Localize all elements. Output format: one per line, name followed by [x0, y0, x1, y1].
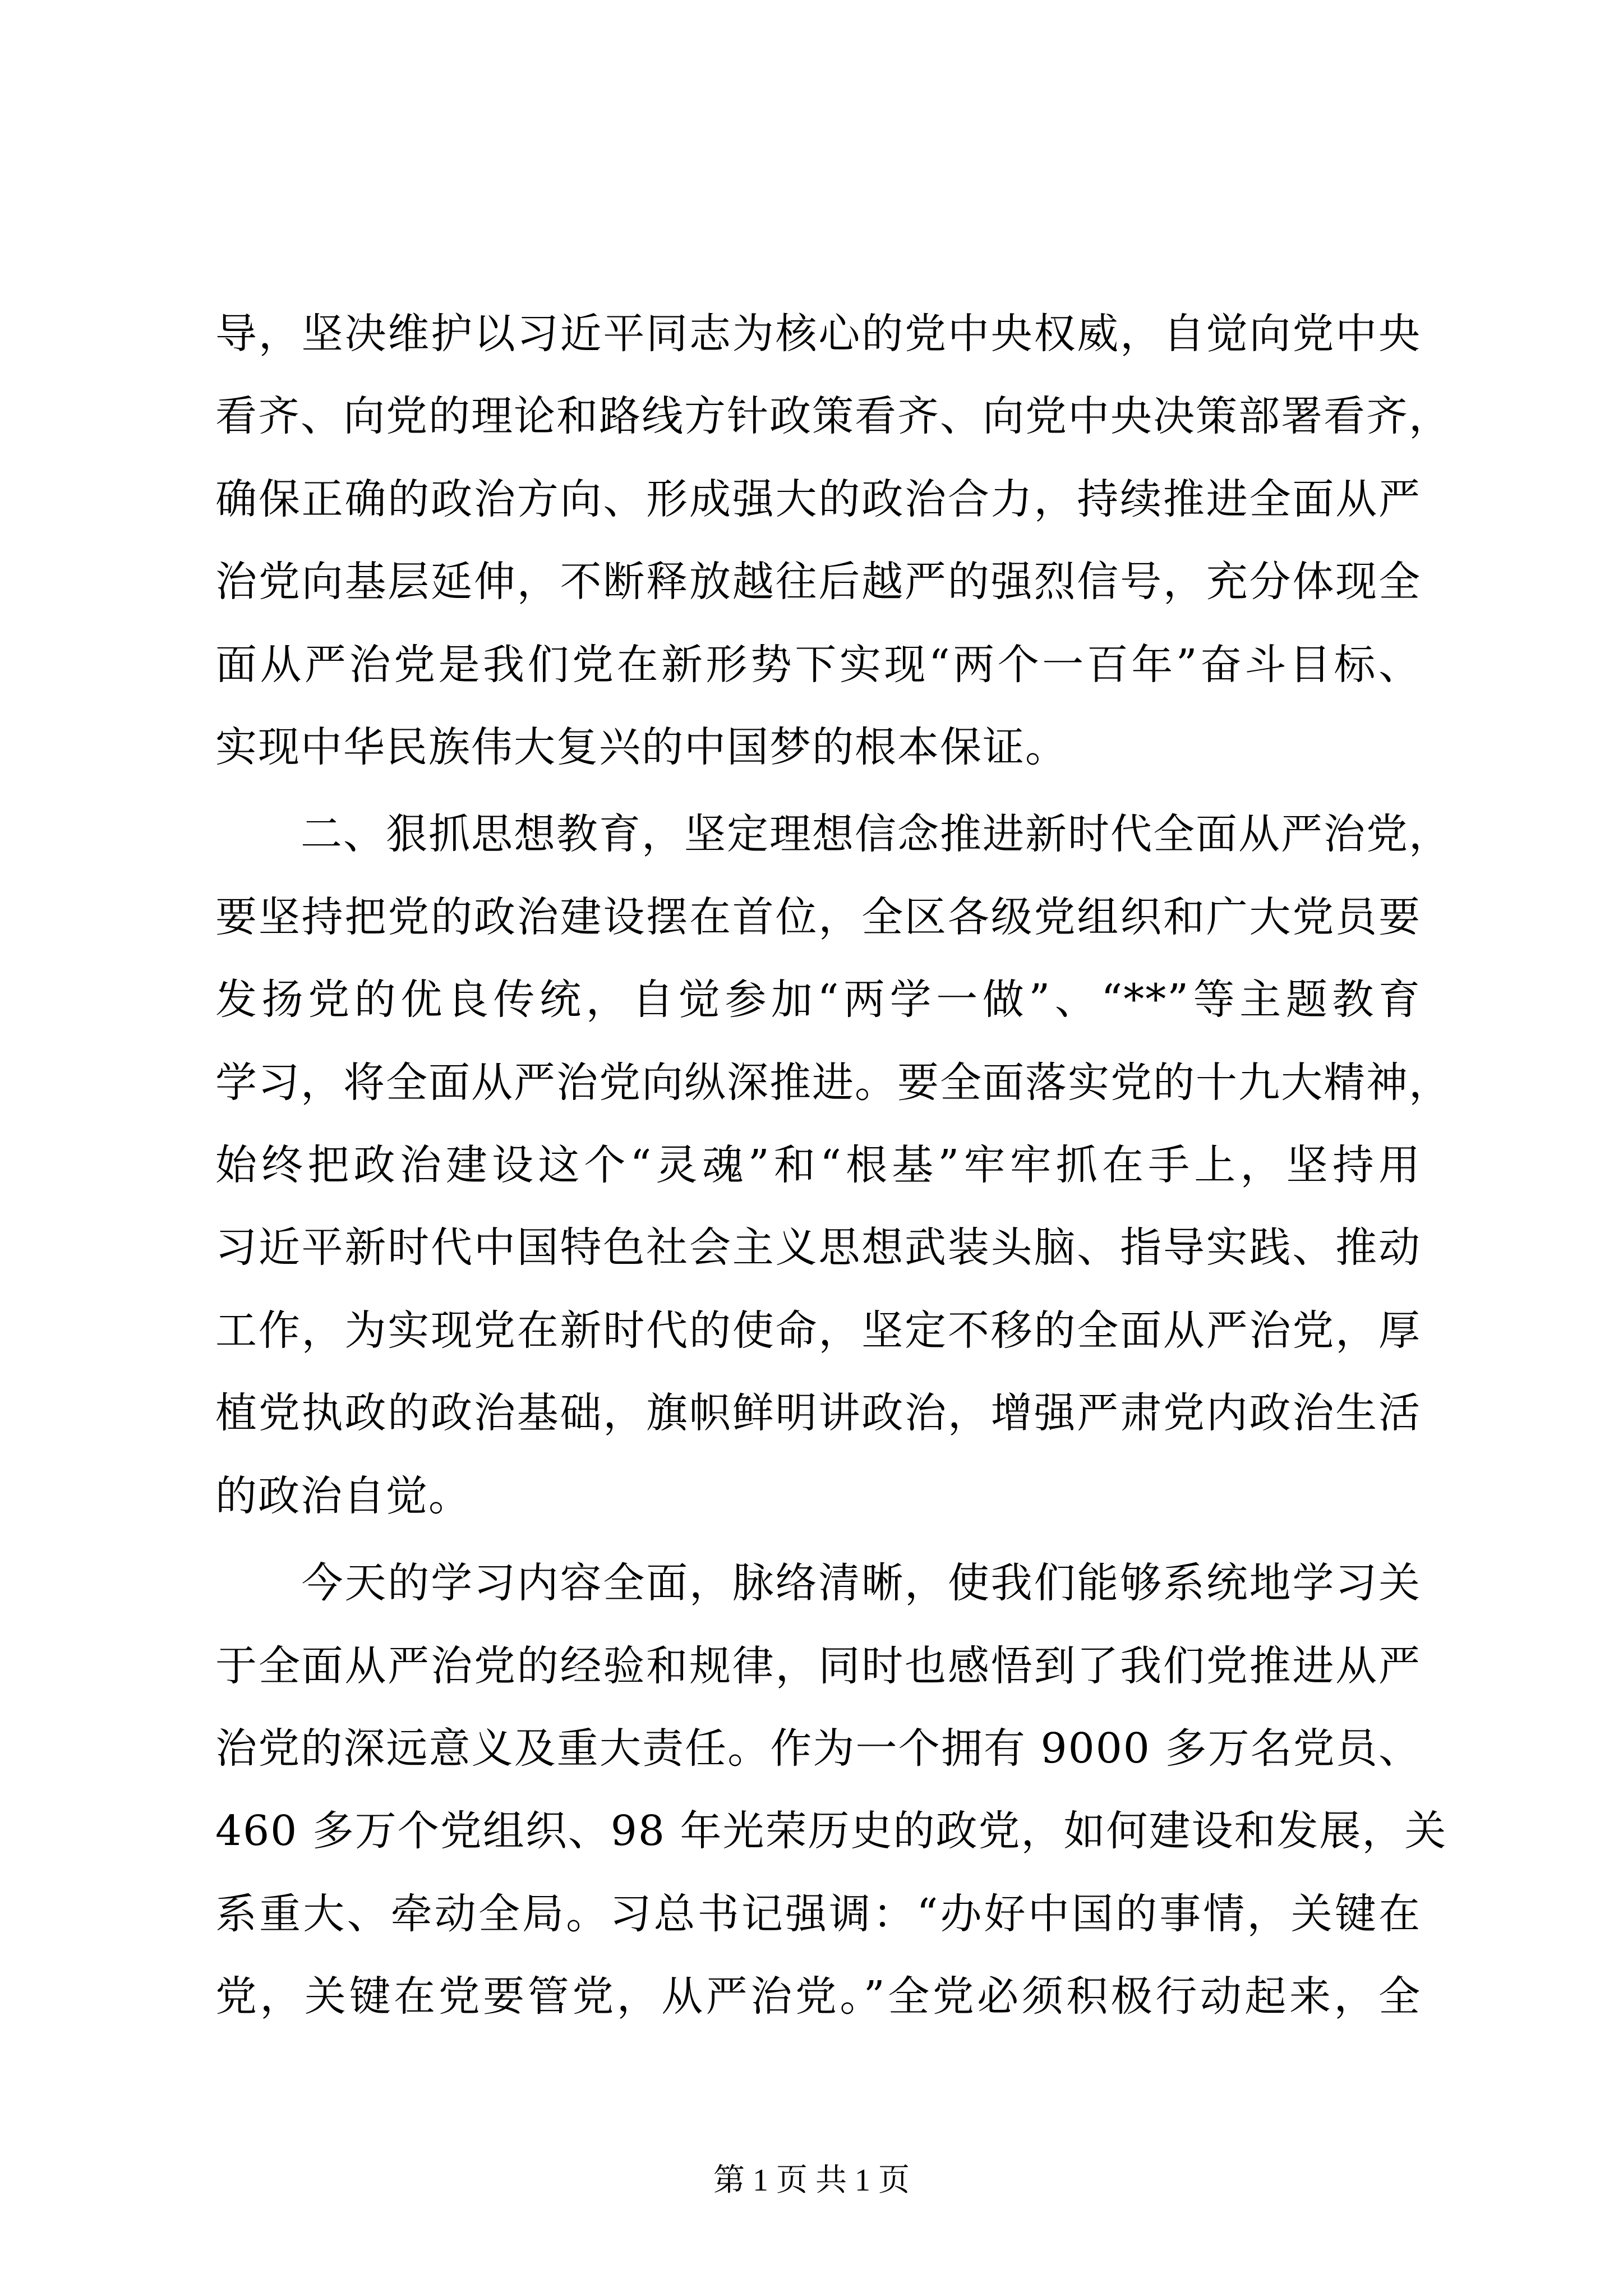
paragraph-line: 460 多万个党组织、98 年光荣历史的政党，如何建设和发展，关: [215, 1807, 1447, 1856]
paragraph-line: 的政治自觉。: [215, 1471, 471, 1520]
paragraph-line: 治党的深远意义及重大责任。作为一个拥有 9000 多万名党员、: [215, 1724, 1421, 1773]
paragraph-line: 发扬党的优良传统，自觉参加“两学一做”、“**”等主题教育: [215, 976, 1421, 1024]
paragraph-line: 确保正确的政治方向、形成强大的政治合力，持续推进全面从严: [215, 475, 1421, 523]
page-number-label: 第 1 页 共 1 页: [713, 2163, 910, 2198]
paragraph-line: 看齐、向党的理论和路线方针政策看齐、向党中央决策部署看齐，: [215, 392, 1451, 441]
paragraph-line: 要坚持把党的政治建设摆在首位，全区各级党组织和广大党员要: [215, 892, 1421, 941]
page-footer: [0, 2162, 1623, 2198]
paragraph-line: 党，关键在党要管党，从严治党。”全党必须积极行动起来，全: [215, 1972, 1421, 2021]
paragraph-line: 治党向基层延伸，不断释放越往后越严的强烈信号，充分体现全: [215, 558, 1421, 606]
paragraph-3: [215, 1542, 1447, 2038]
document-body: [215, 293, 1451, 2039]
paragraph-line: 始终把政治建设这个“灵魂”和“根基”牢牢抓在手上，坚持用: [215, 1141, 1421, 1190]
paragraph-spacer: [215, 1538, 1421, 1542]
paragraph-line: 今天的学习内容全面，脉络清晰，使我们能够系统地学习关: [215, 1559, 1421, 1608]
paragraph-line: 实现中华民族伟大复兴的中国梦的根本保证。: [215, 723, 1068, 772]
paragraph-line: 二、狠抓思想教育，坚定理想信念推进新时代全面从严治党，: [215, 810, 1451, 859]
paragraph-line: 导，坚决维护以习近平同志为核心的党中央权威，自觉向党中央: [215, 310, 1421, 358]
paragraph-line: 系重大、牵动全局。习总书记强调：“办好中国的事情，关键在: [215, 1889, 1421, 1938]
paragraph-line: 植党执政的政治基础，旗帜鲜明讲政治，增强严肃党内政治生活: [215, 1389, 1421, 1438]
paragraph-line: 于全面从严治党的经验和规律，同时也感悟到了我们党推进从严: [215, 1641, 1421, 1690]
paragraph-1: [215, 293, 1451, 789]
paragraph-line: 工作，为实现党在新时代的使命，坚定不移的全面从严治党，厚: [215, 1306, 1421, 1355]
paragraph-line: 面从严治党是我们党在新形势下实现“两个一百年”奋斗目标、: [215, 640, 1421, 689]
paragraph-line: 学习，将全面从严治党向纵深推进。要全面落实党的十九大精神，: [215, 1058, 1451, 1107]
paragraph-2: [215, 793, 1451, 1538]
paragraph-line: 习近平新时代中国特色社会主义思想武装头脑、指导实践、推动: [215, 1223, 1421, 1272]
paragraph-spacer: [215, 789, 1421, 793]
